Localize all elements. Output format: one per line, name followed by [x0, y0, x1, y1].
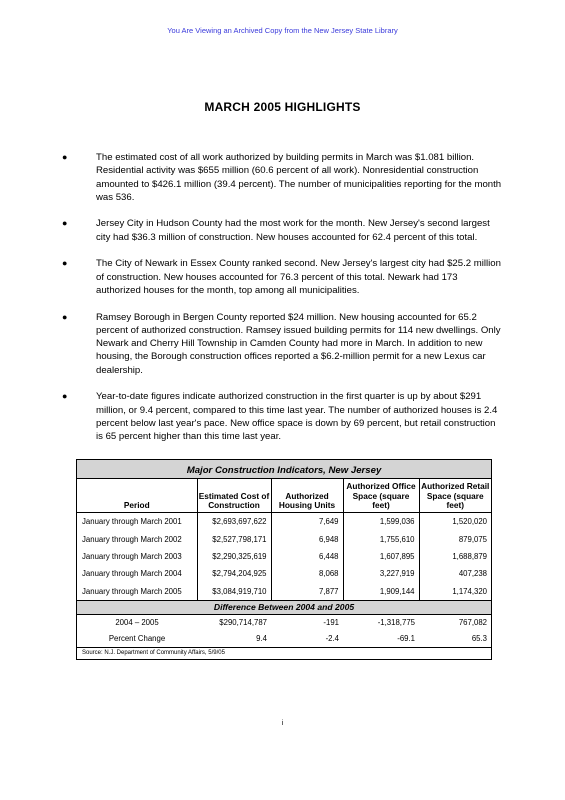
list-item — [62, 390, 502, 443]
table-cell: January through March 2004 — [82, 569, 182, 579]
table-cell: 407,238 — [419, 565, 491, 582]
column-header: Authorized Housing Units — [271, 479, 343, 513]
archive-banner: You Are Viewing an Archived Copy from the New Jersey State Library — [167, 26, 398, 35]
table-cell: 2004 – 2005 — [115, 618, 159, 628]
list-item — [62, 217, 502, 244]
table-cell: $2,527,798,171 — [197, 530, 271, 547]
table-cell: 1,909,144 — [343, 583, 419, 601]
table-caption: Major Construction Indicators, New Jersey — [77, 460, 491, 479]
table-row — [77, 583, 491, 601]
table-cell: 7,649 — [271, 513, 343, 531]
bullet-text: The estimated cost of all work authorized by building permits in March was $1.081 billion. Residential activity was $655 million (60.6 percent of all work). Nonresidential construction amounted to $426.1 million (39.4 percent). The number of municipalities reporting for the month was 536. — [96, 152, 502, 203]
table-cell: $2,290,325,619 — [197, 548, 271, 565]
table-cell: $290,714,787 — [219, 618, 267, 628]
table-cell: January through March 2001 — [82, 517, 182, 527]
table-row — [77, 565, 491, 582]
table-cell: 6,448 — [271, 548, 343, 565]
table-cell: 1,599,036 — [343, 513, 419, 531]
column-header: Period — [77, 479, 197, 513]
bullet-text: Jersey City in Hudson County had the most work for the month. New Jersey's second largest city had $36.3 million of construction. New houses accounted for 62.4 percent of this total. — [96, 218, 490, 243]
table-cell: 65.3 — [471, 634, 487, 644]
table-cell: Percent Change — [108, 634, 166, 644]
bullet-icon: ● — [62, 218, 68, 229]
table-cell: -191 — [323, 618, 339, 628]
table-cell: 3,227,919 — [343, 565, 419, 582]
table-cell: 879,075 — [419, 530, 491, 547]
table-cell: 1,607,895 — [343, 548, 419, 565]
table-cell: 6,948 — [271, 530, 343, 547]
table-cell: 1,755,610 — [343, 530, 419, 547]
table-row — [77, 631, 491, 648]
table-cell: January through March 2003 — [82, 551, 182, 561]
bullet-icon: ● — [62, 311, 68, 322]
table-cell: -1,318,775 — [377, 618, 415, 628]
bullet-icon: ● — [62, 258, 68, 269]
list-item — [62, 151, 502, 204]
table-cell: January through March 2002 — [82, 534, 182, 544]
column-header: Authorized Office Space (square feet) — [343, 479, 419, 513]
column-header: Authorized Retail Space (square feet) — [419, 479, 491, 513]
table-cell: 7,877 — [271, 583, 343, 601]
bullet-icon: ● — [62, 152, 68, 162]
list-item — [62, 311, 502, 377]
table-cell: 9.4 — [256, 634, 267, 644]
table-row — [77, 548, 491, 565]
bullet-text: Ramsey Borough in Bergen County reported $24 million. New housing accounted for 65.2 percent of authorized construction. Ramsey issued building permits for 114 new dwellings. Only Newark and Cherry Hill Township in Camden County had more in March. In addition to new housing, the Borough construction offices reported a $6.2-million permit for a new Lexus car dealership. — [96, 311, 501, 376]
table-row — [77, 530, 491, 547]
bullet-text: Year-to-date figures indicate authorized construction in the first quarter is up by about $291 million, or 9.4 percent, compared to this time last year. The number of authorized houses is 2.4 percent below last year's pace. New office space is down by 69 percent, but retail construction is 65 percent higher than this time last year. — [96, 391, 498, 443]
page-title: MARCH 2005 HIGHLIGHTS — [204, 100, 361, 114]
table-cell: -2.4 — [325, 634, 339, 644]
table-row — [77, 513, 491, 531]
column-header: Estimated Cost of Construction — [197, 479, 271, 513]
page-number: i — [281, 720, 284, 727]
table-cell: -69.1 — [397, 634, 415, 644]
difference-caption: Difference Between 2004 and 2005 — [77, 600, 491, 614]
list-item — [62, 257, 502, 297]
source-note: Source: N.J. Department of Community Affairs, 5/9/05 — [77, 647, 491, 659]
highlights-list — [62, 151, 502, 457]
bullet-text: The City of Newark in Essex County ranked second. New Jersey's largest city had $25.2 million of construction. New houses accounted for 76.3 percent of this total. Newark had 173 authorized houses for the month, top among all municipalities. — [96, 258, 501, 296]
table-row — [77, 614, 491, 631]
table-cell: 1,688,879 — [419, 548, 491, 565]
table-cell: January through March 2005 — [82, 586, 182, 596]
table-cell: $3,084,919,710 — [197, 583, 271, 601]
table-cell: 1,174,320 — [419, 583, 491, 601]
table-cell: 1,520,020 — [419, 513, 491, 531]
table-cell: $2,794,204,925 — [197, 565, 271, 582]
table-cell: 767,082 — [458, 618, 487, 628]
table-cell: 8,068 — [271, 565, 343, 582]
table-cell: $2,693,697,622 — [197, 513, 271, 531]
bullet-icon: ● — [62, 391, 68, 402]
indicators-table — [76, 459, 492, 660]
